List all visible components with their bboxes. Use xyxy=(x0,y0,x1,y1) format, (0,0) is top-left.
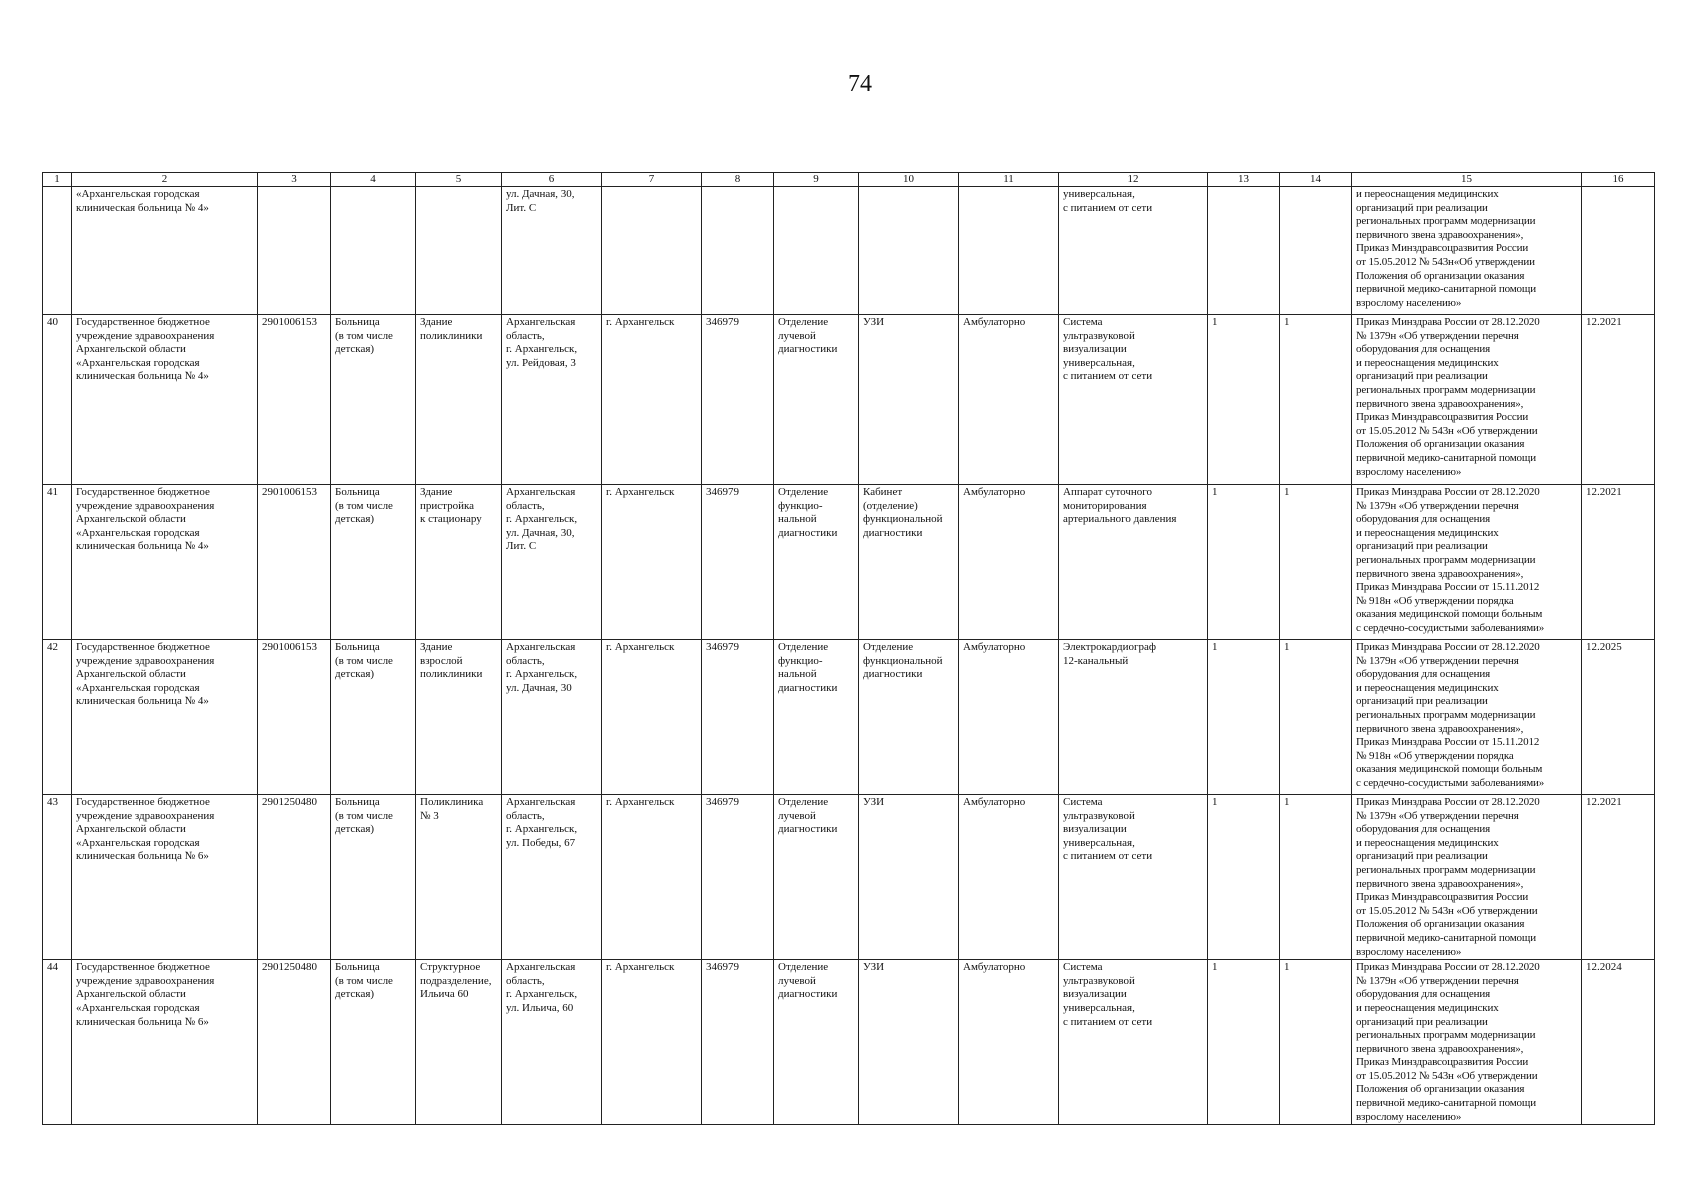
building: Здание взрослой поликлиники xyxy=(416,640,502,795)
inn: 2901006153 xyxy=(258,315,331,485)
address: Архангельская область, г. Архангельск, ул. Победы, 67 xyxy=(502,795,602,960)
table-row xyxy=(43,315,1655,485)
address: Архангельская область, г. Архангельск, ул. Ильича, 60 xyxy=(502,960,602,1125)
organization-name: Государственное бюджетное учреждение здравоохранения Архангельской области «Архангельская городская клиническая больница № 6» xyxy=(72,960,258,1125)
settlement xyxy=(602,187,702,315)
organization-name: Государственное бюджетное учреждение здравоохранения Архангельской области «Архангельская городская клиническая больница № 4» xyxy=(72,315,258,485)
equipment: универсальная, с питанием от сети xyxy=(1059,187,1208,315)
settlement: г. Архангельск xyxy=(602,315,702,485)
unit: УЗИ xyxy=(859,315,959,485)
column-header: 5 xyxy=(416,173,502,187)
equipment: Система ультразвуковой визуализации универсальная, с питанием от сети xyxy=(1059,315,1208,485)
inn xyxy=(258,187,331,315)
unit: Отделение функциональной диагностики xyxy=(859,640,959,795)
column-header: 15 xyxy=(1352,173,1582,187)
building: Здание пристройка к стационару xyxy=(416,485,502,640)
date: 12.2021 xyxy=(1582,795,1655,960)
column-header: 6 xyxy=(502,173,602,187)
facility-type: Больница (в том числе детская) xyxy=(331,315,416,485)
date: 12.2024 xyxy=(1582,960,1655,1125)
care-conditions xyxy=(959,187,1059,315)
population: 346979 xyxy=(702,960,774,1125)
organization-name: Государственное бюджетное учреждение здравоохранения Архангельской области «Архангельская городская клиническая больница № 4» xyxy=(72,640,258,795)
department: Отделение функцио- нальной диагностики xyxy=(774,640,859,795)
quantity: 1 xyxy=(1208,640,1280,795)
equipment: Аппарат суточного мониторирования артериального давления xyxy=(1059,485,1208,640)
row-number: 44 xyxy=(43,960,72,1125)
facility-type xyxy=(331,187,416,315)
address: Архангельская область, г. Архангельск, ул. Дачная, 30 xyxy=(502,640,602,795)
column-header: 14 xyxy=(1280,173,1352,187)
row-number: 40 xyxy=(43,315,72,485)
care-conditions: Амбулаторно xyxy=(959,960,1059,1125)
quantity xyxy=(1208,187,1280,315)
quantity: 1 xyxy=(1208,315,1280,485)
care-conditions: Амбулаторно xyxy=(959,315,1059,485)
inn: 2901250480 xyxy=(258,795,331,960)
department: Отделение функцио- нальной диагностики xyxy=(774,485,859,640)
settlement: г. Архангельск xyxy=(602,960,702,1125)
regulation: и переоснащения медицинских организаций при реализации региональных программ модернизации первичного звена здравоохранения», Приказ Минздравсоцразвития России от 15.05.2012 № 543н«Об утверждении Положения об организации оказания первичной медико-санитарной помощи взрослому населению» xyxy=(1352,187,1582,315)
department: Отделение лучевой диагностики xyxy=(774,315,859,485)
unit: УЗИ xyxy=(859,960,959,1125)
population: 346979 xyxy=(702,795,774,960)
column-header: 16 xyxy=(1582,173,1655,187)
care-conditions: Амбулаторно xyxy=(959,640,1059,795)
column-header: 11 xyxy=(959,173,1059,187)
organization-name: Государственное бюджетное учреждение здравоохранения Архангельской области «Архангельская городская клиническая больница № 4» xyxy=(72,485,258,640)
table-row xyxy=(43,485,1655,640)
quantity-required xyxy=(1280,187,1352,315)
quantity-required: 1 xyxy=(1280,960,1352,1125)
equipment-table xyxy=(42,172,1655,1125)
care-conditions: Амбулаторно xyxy=(959,795,1059,960)
date: 12.2021 xyxy=(1582,315,1655,485)
organization-name: Государственное бюджетное учреждение здравоохранения Архангельской области «Архангельская городская клиническая больница № 6» xyxy=(72,795,258,960)
address: Архангельская область, г. Архангельск, ул. Дачная, 30, Лит. С xyxy=(502,485,602,640)
settlement: г. Архангельск xyxy=(602,640,702,795)
population: 346979 xyxy=(702,485,774,640)
table-row xyxy=(43,960,1655,1125)
building xyxy=(416,187,502,315)
quantity-required: 1 xyxy=(1280,795,1352,960)
row-number: 42 xyxy=(43,640,72,795)
facility-type: Больница (в том числе детская) xyxy=(331,960,416,1125)
equipment: Система ультразвуковой визуализации универсальная, с питанием от сети xyxy=(1059,795,1208,960)
unit: УЗИ xyxy=(859,795,959,960)
column-header: 9 xyxy=(774,173,859,187)
population xyxy=(702,187,774,315)
column-header: 4 xyxy=(331,173,416,187)
table-row xyxy=(43,187,1655,315)
page-number: 74 xyxy=(848,71,872,97)
column-header: 2 xyxy=(72,173,258,187)
unit: Кабинет (отделение) функциональной диагностики xyxy=(859,485,959,640)
column-header: 12 xyxy=(1059,173,1208,187)
regulation: Приказ Минздрава России от 28.12.2020 № 1379н «Об утверждении перечня оборудования для оснащения и переоснащения медицинских организаций при реализации региональных программ модернизации первичного звена здравоохранения», Приказ Минздравсоцразвития России от 15.05.2012 № 543н «Об утверждении Положения об организации оказания первичной медико-санитарной помощи взрослому населению» xyxy=(1352,315,1582,485)
regulation: Приказ Минздрава России от 28.12.2020 № 1379н «Об утверждении перечня оборудования для оснащения и переоснащения медицинских организаций при реализации региональных программ модернизации первичного звена здравоохранения», Приказ Минздравсоцразвития России от 15.05.2012 № 543н «Об утверждении Положения об организации оказания первичной медико-санитарной помощи взрослому населению» xyxy=(1352,960,1582,1125)
building: Структурное подразделение, Ильича 60 xyxy=(416,960,502,1125)
address: ул. Дачная, 30, Лит. С xyxy=(502,187,602,315)
care-conditions: Амбулаторно xyxy=(959,485,1059,640)
table-row xyxy=(43,640,1655,795)
regulation: Приказ Минздрава России от 28.12.2020 № 1379н «Об утверждении перечня оборудования для оснащения и переоснащения медицинских организаций при реализации региональных программ модернизации первичного звена здравоохранения», Приказ Минздрава России от 15.11.2012 № 918н «Об утверждении порядка оказания медицинской помощи больным с сердечно-сосудистыми заболеваниями» xyxy=(1352,485,1582,640)
population: 346979 xyxy=(702,640,774,795)
department: Отделение лучевой диагностики xyxy=(774,960,859,1125)
building: Здание поликлиники xyxy=(416,315,502,485)
organization-name: «Архангельская городская клиническая больница № 4» xyxy=(72,187,258,315)
address: Архангельская область, г. Архангельск, ул. Рейдовая, 3 xyxy=(502,315,602,485)
inn: 2901250480 xyxy=(258,960,331,1125)
inn: 2901006153 xyxy=(258,640,331,795)
column-header: 3 xyxy=(258,173,331,187)
equipment: Система ультразвуковой визуализации универсальная, с питанием от сети xyxy=(1059,960,1208,1125)
population: 346979 xyxy=(702,315,774,485)
row-number: 41 xyxy=(43,485,72,640)
column-header: 1 xyxy=(43,173,72,187)
quantity-required: 1 xyxy=(1280,640,1352,795)
department: Отделение лучевой диагностики xyxy=(774,795,859,960)
department xyxy=(774,187,859,315)
inn: 2901006153 xyxy=(258,485,331,640)
quantity-required: 1 xyxy=(1280,485,1352,640)
column-header: 10 xyxy=(859,173,959,187)
date: 12.2025 xyxy=(1582,640,1655,795)
settlement: г. Архангельск xyxy=(602,795,702,960)
column-header: 8 xyxy=(702,173,774,187)
regulation: Приказ Минздрава России от 28.12.2020 № 1379н «Об утверждении перечня оборудования для оснащения и переоснащения медицинских организаций при реализации региональных программ модернизации первичного звена здравоохранения», Приказ Минздравсоцразвития России от 15.05.2012 № 543н «Об утверждении Положения об организации оказания первичной медико-санитарной помощи взрослому населению» xyxy=(1352,795,1582,960)
quantity: 1 xyxy=(1208,485,1280,640)
equipment: Электрокардиограф 12-канальный xyxy=(1059,640,1208,795)
building: Поликлиника № 3 xyxy=(416,795,502,960)
unit xyxy=(859,187,959,315)
date xyxy=(1582,187,1655,315)
row-number: 43 xyxy=(43,795,72,960)
facility-type: Больница (в том числе детская) xyxy=(331,795,416,960)
column-header: 13 xyxy=(1208,173,1280,187)
quantity: 1 xyxy=(1208,795,1280,960)
quantity: 1 xyxy=(1208,960,1280,1125)
row-number xyxy=(43,187,72,315)
column-number-row xyxy=(43,173,1655,187)
facility-type: Больница (в том числе детская) xyxy=(331,485,416,640)
settlement: г. Архангельск xyxy=(602,485,702,640)
quantity-required: 1 xyxy=(1280,315,1352,485)
table-row xyxy=(43,795,1655,960)
facility-type: Больница (в том числе детская) xyxy=(331,640,416,795)
column-header: 7 xyxy=(602,173,702,187)
regulation: Приказ Минздрава России от 28.12.2020 № 1379н «Об утверждении перечня оборудования для оснащения и переоснащения медицинских организаций при реализации региональных программ модернизации первичного звена здравоохранения», Приказ Минздрава России от 15.11.2012 № 918н «Об утверждении порядка оказания медицинской помощи больным с сердечно-сосудистыми заболеваниями» xyxy=(1352,640,1582,795)
date: 12.2021 xyxy=(1582,485,1655,640)
